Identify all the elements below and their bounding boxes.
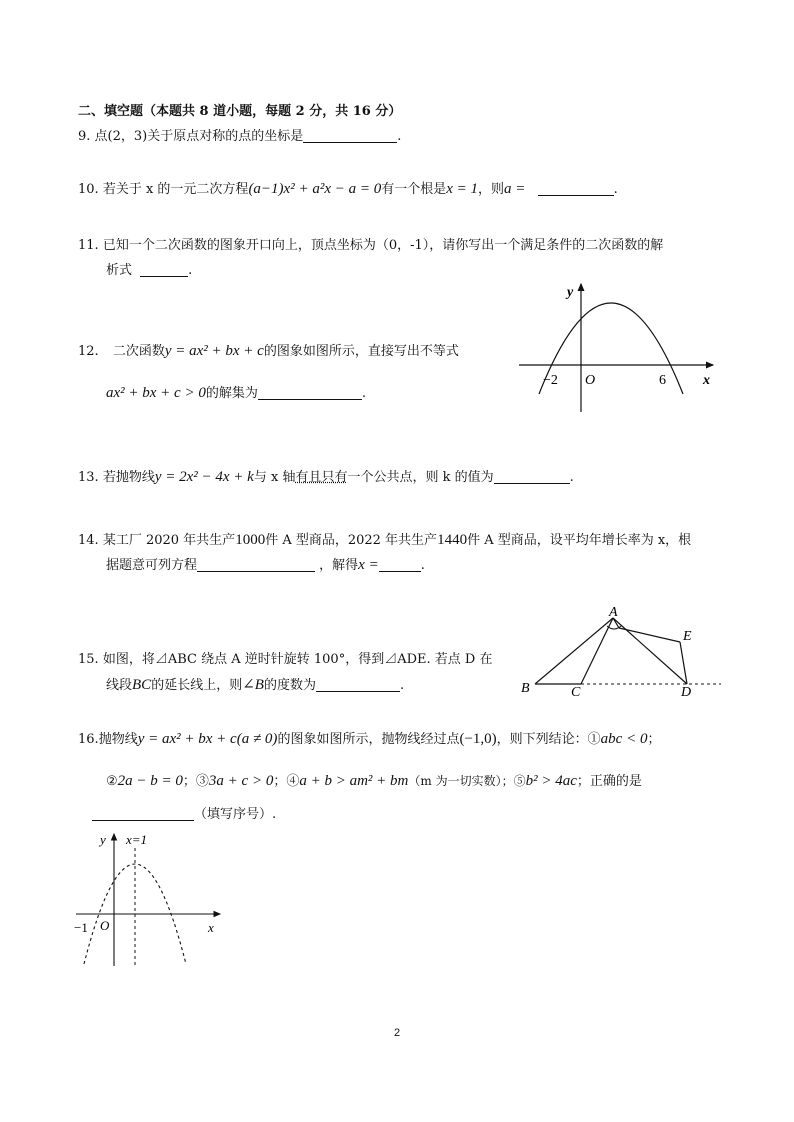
q16-c2-marker: ②	[106, 774, 118, 789]
q12-end: .	[361, 386, 366, 401]
q16-y-label: y	[100, 832, 106, 847]
q12-inequality: ax² + bx + c > 0	[106, 385, 206, 401]
q12-pre: 二次函数	[112, 344, 165, 359]
q16-c5-post: ；正确的是	[576, 774, 642, 789]
q15-segment-ad	[613, 618, 687, 684]
q13-equation: y = 2x² − 4x + k	[154, 469, 254, 485]
q14-mid1: 件 A 型商品，2022 年共生产	[265, 533, 438, 548]
q10-root: x = 1	[446, 181, 479, 197]
q10-var: a =	[504, 181, 526, 197]
q16-conclusion-1: abc < 0	[600, 731, 648, 747]
q14-line2-mid: ，解得	[319, 558, 359, 573]
q11-text-line2: 析式	[106, 263, 133, 278]
q15-label-b: B	[521, 681, 530, 696]
question-16-line3	[92, 806, 276, 824]
q12-root-right-label: 6	[659, 373, 666, 388]
q16-number: 16.	[78, 732, 99, 747]
q15-line2-mid: 的延长线上，则	[151, 678, 243, 693]
question-14-line2	[106, 556, 425, 575]
q12-parabola-graph	[515, 276, 720, 416]
q15-segment-ae	[619, 628, 680, 642]
section-title: 二、填空题（本题共 8 道小题，每题 2 分，共 16 分）	[78, 104, 402, 119]
q13-mid: 与 x 轴	[253, 470, 296, 485]
q14-n2: 1440	[437, 532, 468, 548]
q15-answer-blank[interactable]	[316, 677, 400, 692]
question-13	[78, 468, 574, 487]
q16-neg-label: −1	[74, 920, 88, 935]
question-12-line2	[106, 384, 366, 403]
q10-post: ，则	[478, 182, 505, 197]
q16-parabola-graph	[70, 828, 230, 970]
q16-conclusion-4: a + b > am² + bm	[299, 773, 409, 789]
q14-pre: 某工厂 2020 年共生产	[102, 533, 236, 548]
q16-condition: (a ≠ 0)	[236, 731, 278, 747]
question-15-line2	[106, 676, 404, 695]
q16-conclusion-2: 2a − b = 0	[117, 773, 183, 789]
q15-bc: BC	[132, 677, 152, 693]
q14-var: x =	[358, 557, 379, 573]
question-11-line1	[78, 237, 663, 255]
q16-origin-label: O	[100, 918, 110, 933]
q14-end: .	[420, 558, 425, 573]
q16-answer-blank[interactable]	[92, 806, 194, 821]
q10-answer-blank[interactable]	[538, 181, 614, 196]
q16-mid: 的图象如图所示，抛物线经过点	[277, 732, 460, 747]
page-number: 2	[394, 1027, 401, 1039]
q16-axis-label: x=1	[126, 832, 148, 847]
q12-answer-blank[interactable]	[258, 385, 362, 400]
question-10	[78, 180, 618, 199]
q14-number: 14.	[78, 533, 99, 548]
question-9	[78, 128, 401, 146]
q9-answer-blank[interactable]	[303, 128, 397, 143]
q16-c4-note: （m 为一切实数）；⑤	[408, 774, 526, 788]
q15-angle: ∠B	[242, 677, 264, 693]
q11-number: 11.	[78, 238, 99, 253]
q9-text: 点(2，3)关于原点对称的点的坐标是	[94, 129, 304, 144]
q13-number: 13.	[78, 470, 99, 485]
q16-conclusion-5: b² > 4ac	[525, 773, 577, 789]
q9-number: 9.	[78, 129, 91, 144]
question-12-line1	[78, 342, 459, 361]
q15-line2-post: 的度数为	[263, 678, 316, 693]
question-15-line1	[78, 651, 492, 669]
q14-equation-blank[interactable]	[197, 557, 315, 572]
q9-end: .	[397, 129, 402, 144]
q13-pre: 若抛物线	[102, 470, 155, 485]
q15-line2-pre: 线段	[106, 678, 133, 693]
q12-post: 的图象如图所示，直接写出不等式	[263, 344, 459, 359]
q10-end: .	[613, 182, 618, 197]
q13-end: .	[569, 470, 574, 485]
q11-text-line1: 已知一个二次函数的图象开口向上，顶点坐标为（0，-1），请你写出一个满足条件的二次函数的解	[102, 238, 664, 253]
q12-number: 12.	[78, 344, 99, 359]
q16-point: (−1,0)	[459, 731, 497, 747]
q16-x-label: x	[208, 920, 214, 935]
q11-answer-blank[interactable]	[140, 262, 188, 277]
q16-conclusion-3: 3a + c > 0	[208, 773, 274, 789]
q16-equation: y = ax² + bx + c	[137, 731, 237, 747]
q12-equation: y = ax² + bx + c	[164, 343, 264, 359]
q15-segment-ab	[535, 618, 613, 684]
q11-end: .	[188, 263, 193, 278]
q15-label-a: A	[609, 605, 618, 620]
q12-root-left-label: −2	[543, 373, 558, 388]
q16-c3-marker: ；③	[182, 774, 209, 789]
q16-pre: 抛物线	[98, 732, 138, 747]
q13-emphasis: 有且只有	[295, 470, 348, 485]
q15-end: .	[399, 678, 405, 693]
question-16-line2	[106, 772, 642, 791]
q14-line2-pre: 据题意可列方程	[106, 558, 198, 573]
q10-pre: 若关于 x 的一元二次方程	[102, 182, 249, 197]
q12-post2: 的解集为	[205, 386, 258, 401]
q16-c4-marker: ；④	[273, 774, 300, 789]
q12-x-label: x	[703, 373, 710, 388]
q16-sep1: ；	[647, 732, 661, 747]
q12-origin-label: O	[585, 373, 596, 388]
q15-segment-ac	[581, 618, 613, 684]
question-16-line1	[78, 730, 660, 749]
q15-segment-ed	[680, 642, 687, 684]
q14-mid2: 件 A 型商品，设平均年增长率为 x，根	[467, 533, 692, 548]
q10-equation: (a−1)x² + a²x − a = 0	[248, 181, 382, 197]
q15-text-line1: 如图，将⊿ABC 绕点 A 逆时针旋转 100°，得到⊿ADE. 若点 D 在	[102, 652, 493, 667]
question-14-line1	[78, 531, 691, 550]
q12-y-label: y	[567, 285, 574, 300]
q15-label-d: D	[681, 685, 692, 698]
q13-answer-blank[interactable]	[494, 469, 570, 484]
q14-n1: 1000	[235, 532, 266, 548]
q15-number: 15.	[78, 652, 99, 667]
q16-post: ，则下列结论：①	[496, 732, 601, 747]
q10-mid: 有一个根是	[381, 182, 447, 197]
q13-post: 一个公共点，则 k 的值为	[347, 470, 494, 485]
q15-label-e: E	[683, 629, 692, 644]
q15-label-c: C	[571, 685, 581, 698]
q15-triangle-figure	[515, 600, 725, 698]
q14-answer-blank[interactable]	[379, 557, 421, 572]
q10-number: 10.	[78, 182, 99, 197]
q16-line3: （填写序号）.	[194, 807, 277, 822]
question-11-line2	[106, 262, 192, 280]
